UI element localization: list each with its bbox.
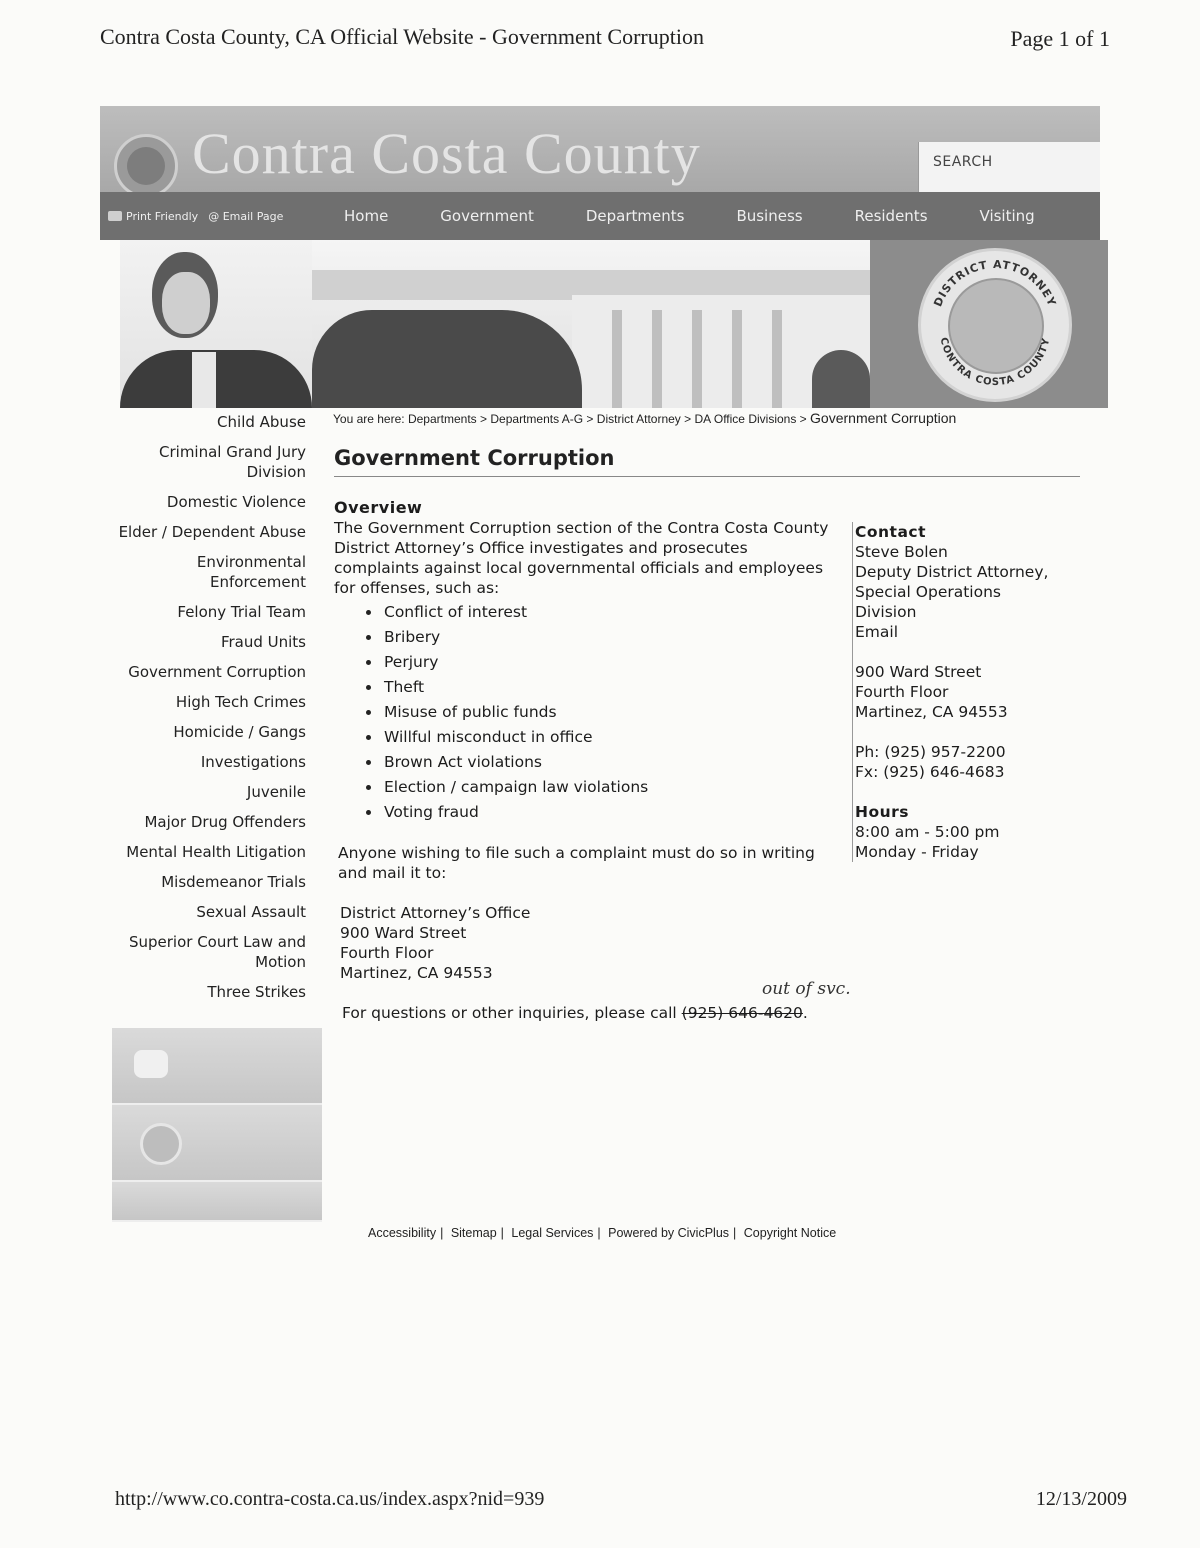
sidebar-item-investigations[interactable]: Investigations xyxy=(200,753,306,771)
footer-link-accessibility[interactable]: Accessibility xyxy=(368,1226,437,1240)
sidebar-item-child-abuse[interactable]: Child Abuse xyxy=(217,413,306,431)
badge-text-bottom: CONTRA COSTA COUNTY xyxy=(937,336,1053,389)
footer-link-copyright[interactable]: Copyright Notice xyxy=(743,1226,837,1240)
breadcrumb-current: Government Corruption xyxy=(810,410,957,426)
print-date: 12/13/2009 xyxy=(1035,1488,1127,1510)
list-item: Bribery xyxy=(384,625,834,650)
sidebar-item-major-drug-offenders[interactable]: Major Drug Offenders xyxy=(144,813,306,831)
inquiries-phone: (925) 646-4620 xyxy=(681,1004,803,1022)
footer-link-civicplus[interactable]: Powered by CivicPlus xyxy=(608,1226,730,1240)
utility-links xyxy=(108,210,318,223)
main-content xyxy=(334,446,1094,1022)
hours-time: 8:00 am - 5:00 pm xyxy=(855,823,1000,841)
print-friendly-link[interactable]: Print Friendly xyxy=(126,209,199,223)
site-banner xyxy=(100,106,1100,192)
contact-email-link[interactable]: Email xyxy=(855,623,899,641)
nav-visiting[interactable]: Visiting xyxy=(979,207,1035,225)
badge-icon xyxy=(140,1123,182,1165)
inquiries-text: For questions or other inquiries, please call xyxy=(342,1004,677,1022)
overview-intro: The Government Corruption section of the Contra Costa County District Attorney’s Office investigates and prosecutes complaints against local governmental officials and employees for offenses, such as: xyxy=(334,519,829,597)
list-item: Voting fraud xyxy=(384,800,834,825)
sidebar-item-mental-health-litigation[interactable]: Mental Health Litigation xyxy=(126,843,306,861)
breadcrumb xyxy=(333,410,1093,426)
district-attorney-badge xyxy=(870,240,1108,408)
page-title: Government Corruption xyxy=(334,446,1080,477)
sidebar-item-fraud-units[interactable]: Fraud Units xyxy=(220,633,306,651)
sidebar-nav xyxy=(100,412,306,1012)
sidebar-quick-links xyxy=(112,1028,322,1222)
breadcrumb-separator: > xyxy=(480,412,488,426)
main-nav xyxy=(100,192,1100,240)
contact-title-line: Special Operations xyxy=(855,583,1001,601)
nav-home[interactable]: Home xyxy=(344,207,389,225)
breadcrumb-link[interactable]: Departments xyxy=(407,412,477,426)
footer-link-legal-services[interactable]: Legal Services xyxy=(511,1226,594,1240)
sidebar-item-sexual-assault[interactable]: Sexual Assault xyxy=(196,903,306,921)
list-item: Misuse of public funds xyxy=(384,700,834,725)
contact-address-line: Fourth Floor xyxy=(855,683,949,701)
sidebar-item-high-tech-crimes[interactable]: High Tech Crimes xyxy=(175,693,306,711)
quick-link-box[interactable] xyxy=(112,1105,322,1182)
hours-heading: Hours xyxy=(855,803,910,821)
breadcrumb-separator: > xyxy=(799,412,807,426)
overview-section xyxy=(334,498,851,1023)
sidebar-item-felony-trial-team[interactable]: Felony Trial Team xyxy=(177,603,306,621)
print-page-number: Page 1 of 1 xyxy=(1010,26,1110,51)
nav-business[interactable]: Business xyxy=(736,207,803,225)
contact-title-line: Deputy District Attorney, xyxy=(855,563,1049,581)
breadcrumb-link[interactable]: Departments A-G xyxy=(490,412,584,426)
sidebar-item-misdemeanor-trials[interactable]: Misdemeanor Trials xyxy=(161,873,306,891)
contact-address-line: 900 Ward Street xyxy=(855,663,982,681)
handwritten-note: out of svc. xyxy=(762,979,851,999)
list-item: Perjury xyxy=(384,650,834,675)
print-url: http://www.co.contra-costa.ca.us/index.aspx?nid=939 xyxy=(115,1488,545,1510)
svg-text:DISTRICT ATTORNEY xyxy=(931,258,1058,309)
breadcrumb-link[interactable]: DA Office Divisions xyxy=(694,412,797,426)
sidebar-item-domestic-violence[interactable]: Domestic Violence xyxy=(166,493,306,511)
email-page-link[interactable]: @ Email Page xyxy=(208,209,284,223)
courthouse-photo xyxy=(312,240,870,408)
breadcrumb-prefix: You are here: xyxy=(333,412,405,426)
quick-link-box[interactable] xyxy=(112,1028,322,1105)
contact-name: Steve Bolen xyxy=(855,543,948,561)
breadcrumb-separator: > xyxy=(684,412,692,426)
contact-title-line: Division xyxy=(855,603,917,621)
overview-heading: Overview xyxy=(334,498,423,517)
footer-link-sitemap[interactable]: Sitemap xyxy=(450,1226,497,1240)
sidebar-item-government-corruption[interactable]: Government Corruption xyxy=(128,663,306,681)
nav-residents[interactable]: Residents xyxy=(854,207,928,225)
sidebar-item-criminal-grand-jury[interactable]: Criminal Grand Jury Division xyxy=(159,443,306,481)
contact-panel xyxy=(852,522,1091,862)
site-footer: Accessibility | Sitemap | Legal Services | Powered by CivicPlus | Copyright Notice xyxy=(368,1226,837,1240)
sidebar-item-juvenile[interactable]: Juvenile xyxy=(246,783,306,801)
sidebar-item-homicide-gangs[interactable]: Homicide / Gangs xyxy=(173,723,306,741)
site-name[interactable]: Contra Costa County xyxy=(192,121,701,186)
contact-phone: Ph: (925) 957-2200 xyxy=(855,743,1006,761)
hours-days: Monday - Friday xyxy=(855,843,979,861)
contact-heading: Contact xyxy=(855,523,927,541)
sidebar-item-three-strikes[interactable]: Three Strikes xyxy=(207,983,306,1001)
address-line: District Attorney’s Office xyxy=(340,904,531,922)
list-item: Willful misconduct in office xyxy=(384,725,834,750)
district-attorney-portrait xyxy=(120,240,312,408)
mailing-address xyxy=(334,903,834,983)
list-item: Conflict of interest xyxy=(384,600,834,625)
badge-text-top: DISTRICT ATTORNEY xyxy=(931,257,1059,309)
complaint-instructions: Anyone wishing to file such a complaint must do so in writing and mail it to: xyxy=(338,844,815,882)
nav-government[interactable]: Government xyxy=(440,207,534,225)
breadcrumb-separator: > xyxy=(586,412,594,426)
inquiries-line: out of svc. For questions or other inquiries, please call (925) 646-4620. xyxy=(342,979,851,1022)
contact-address-line: Martinez, CA 94553 xyxy=(855,703,1008,721)
quick-link-box[interactable] xyxy=(112,1182,322,1222)
breadcrumb-link[interactable]: District Attorney xyxy=(596,412,681,426)
print-page-title: Contra Costa County, CA Official Website - Government Corruption xyxy=(100,24,704,49)
svg-text:CONTRA COSTA COUNTY xyxy=(938,337,1053,389)
county-seal-icon xyxy=(114,134,178,198)
list-item: Theft xyxy=(384,675,834,700)
list-item: Brown Act violations xyxy=(384,750,834,775)
address-line: Fourth Floor xyxy=(340,944,434,962)
sidebar-item-elder-dependent-abuse[interactable]: Elder / Dependent Abuse xyxy=(118,523,306,541)
header-photo-strip xyxy=(120,240,1108,408)
print-header xyxy=(100,22,1110,56)
offense-list xyxy=(334,600,834,825)
sidebar-item-environmental-enforcement[interactable]: Environmental Enforcement xyxy=(196,553,306,591)
search-box[interactable] xyxy=(918,142,1100,192)
list-item: Election / campaign law violations xyxy=(384,775,834,800)
printer-icon xyxy=(108,211,122,221)
search-label: SEARCH xyxy=(933,154,993,170)
phone-icon xyxy=(134,1050,168,1078)
address-line: Martinez, CA 94553 xyxy=(340,964,493,982)
contact-fax: Fx: (925) 646-4683 xyxy=(855,763,1005,781)
address-line: 900 Ward Street xyxy=(340,924,467,942)
sidebar-item-superior-court[interactable]: Superior Court Law and Motion xyxy=(128,933,306,971)
nav-departments[interactable]: Departments xyxy=(585,207,685,225)
